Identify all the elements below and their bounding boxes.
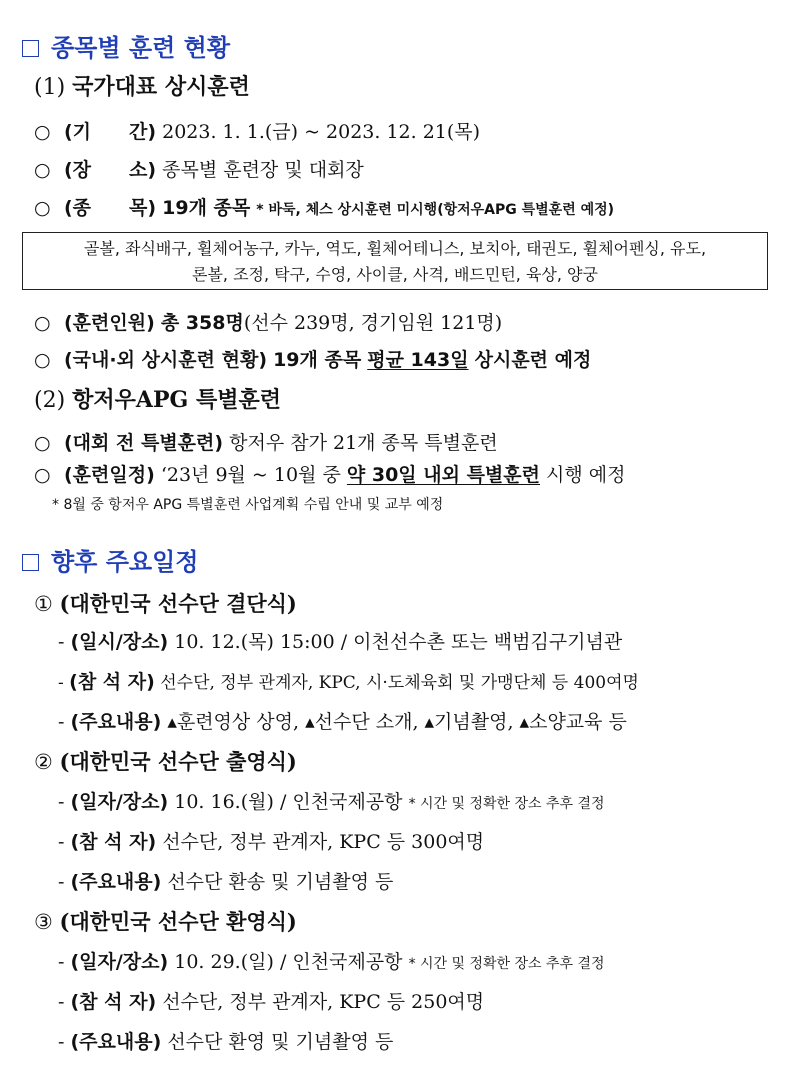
event2-attendees-row: - (참 석 자) 선수단, 정부 관계자, KPC 등 300여명 [58, 831, 485, 853]
status-row [34, 345, 591, 372]
schedule-value: ‘23년 9월 ~ 10월 중 [160, 464, 341, 486]
status-label: (국내·외 상시훈련 현황) [64, 349, 268, 371]
section-heading-schedule [22, 542, 198, 577]
pre-training-label: (대회 전 특별훈련) [64, 432, 224, 454]
circle-bullet-icon: ○ [34, 159, 51, 181]
event1-content-value: ▴훈련영상 상영, ▴선수단 소개, ▴기념촬영, ▴소양교육 등 [167, 711, 627, 733]
events-value: 19개 종목 [162, 197, 251, 219]
event1-attendees-label: (참 석 자) [69, 671, 155, 693]
event-heading-send-off [34, 588, 297, 618]
event3-attendees-value: 선수단, 정부 관계자, KPC 등 250여명 [162, 991, 485, 1013]
circle-bullet-icon: ○ [34, 312, 51, 334]
event2-content-value: 선수단 환송 및 기념촬영 등 [167, 871, 394, 893]
place-value: 종목별 훈련장 및 대회장 [162, 159, 364, 181]
circle-bullet-icon: ○ [34, 121, 51, 143]
events-note: * 바둑, 체스 상시훈련 미시행(항저우APG 특별훈련 예정) [256, 202, 615, 218]
people-row [34, 308, 502, 335]
event-heading-welcome [34, 906, 297, 936]
people-label: (훈련인원) [64, 312, 155, 334]
subsection-number: (1) [34, 75, 66, 100]
pre-training-row [34, 428, 498, 455]
period-value: 2023. 1. 1.(금) ~ 2023. 12. 21(목) [162, 121, 481, 143]
people-value: 총 358명 [160, 312, 244, 334]
place-label: (장 소) [64, 159, 157, 181]
circle-bullet-icon: ○ [34, 197, 51, 219]
event3-content-row: - (주요내용) 선수단 환영 및 기념촬영 등 [58, 1031, 394, 1053]
pre-training-value: 항저우 참가 21개 종목 특별훈련 [229, 432, 498, 454]
status-value: 19개 종목 [273, 349, 362, 371]
status-tail: 상시훈련 예정 [474, 349, 592, 371]
subsection-number: (2) [34, 388, 66, 413]
event-title: (대한민국 선수단 출영식) [59, 749, 297, 774]
circle-bullet-icon: ○ [34, 432, 51, 454]
schedule-tail: 시행 예정 [546, 464, 626, 486]
event-title: (대한민국 선수단 결단식) [59, 591, 297, 616]
period-row [34, 117, 480, 144]
event2-attendees-value: 선수단, 정부 관계자, KPC 등 300여명 [162, 831, 485, 853]
event-number: ① [34, 592, 53, 616]
event3-datetime-label: (일자/장소) [70, 951, 169, 973]
sports-line-1: 골볼, 좌식배구, 휠체어농구, 카누, 역도, 휠체어테니스, 보치아, 태권도, 휠체어펜싱, 유도, [83, 239, 707, 258]
event1-content-label: (주요내용) [70, 711, 162, 733]
schedule-label: (훈련일정) [64, 464, 155, 486]
schedule-highlight: 약 30일 내외 특별훈련 [346, 464, 540, 486]
sports-list-box [22, 232, 768, 290]
event2-content-label: (주요내용) [70, 871, 162, 893]
event3-attendees-row: - (참 석 자) 선수단, 정부 관계자, KPC 등 250여명 [58, 991, 485, 1013]
subsection-title: 국가대표 상시훈련 [72, 74, 250, 100]
section-heading-training [22, 28, 230, 63]
event3-datetime-note: * 시간 및 정확한 장소 추후 결정 [408, 956, 605, 972]
event2-datetime-row: - (일자/장소) 10. 16.(월) / 인천국제공항 * 시간 및 정확한 장소 추후 결정 [58, 791, 605, 813]
event3-datetime-row: - (일자/장소) 10. 29.(일) / 인천국제공항 * 시간 및 정확한 장소 추후 결정 [58, 951, 605, 973]
event3-datetime-value: 10. 29.(일) / 인천국제공항 [174, 951, 403, 973]
subsection-heading-regular [34, 70, 250, 101]
events-label: (종 목) [64, 197, 157, 219]
events-row [34, 193, 614, 220]
section-title: 향후 주요일정 [51, 548, 199, 576]
period-label: (기 간) [64, 121, 157, 143]
event1-datetime-row: - (일시/장소) 10. 12.(목) 15:00 / 이천선수촌 또는 백범김구기념관 [58, 631, 623, 653]
event2-datetime-value: 10. 16.(월) / 인천국제공항 [174, 791, 403, 813]
checkbox-square-icon [22, 554, 39, 571]
place-row [34, 155, 364, 182]
event2-datetime-label: (일자/장소) [70, 791, 169, 813]
subsection-heading-special [34, 383, 281, 414]
event2-attendees-label: (참 석 자) [70, 831, 157, 853]
event3-content-value: 선수단 환영 및 기념촬영 등 [167, 1031, 394, 1053]
circle-bullet-icon: ○ [34, 349, 51, 371]
event-number: ② [34, 750, 53, 774]
event1-datetime-value: 10. 12.(목) 15:00 / 이천선수촌 또는 백범김구기념관 [174, 631, 623, 653]
event2-datetime-note: * 시간 및 정확한 장소 추후 결정 [408, 796, 605, 812]
event1-attendees-value: 선수단, 정부 관계자, KPC, 시·도체육회 및 가맹단체 등 400여명 [160, 673, 639, 693]
sports-line-2: 론볼, 조정, 탁구, 수영, 사이클, 사격, 배드민턴, 육상, 양궁 [192, 265, 598, 284]
section-title: 종목별 훈련 현황 [51, 34, 230, 62]
circle-bullet-icon: ○ [34, 464, 51, 486]
special-training-note: * 8월 중 항저우 APG 특별훈련 사업계획 수립 안내 및 교부 예정 [52, 497, 444, 513]
event3-attendees-label: (참 석 자) [70, 991, 157, 1013]
event3-content-label: (주요내용) [70, 1031, 162, 1053]
checkbox-square-icon [22, 40, 39, 57]
event-number: ③ [34, 910, 53, 934]
schedule-row [34, 460, 626, 487]
subsection-title: 항저우APG 특별훈련 [72, 387, 281, 413]
status-average: 평균 143일 [367, 349, 469, 371]
event-heading-departure [34, 746, 297, 776]
event-title: (대한민국 선수단 환영식) [59, 909, 297, 934]
event1-content-row: - (주요내용) ▴훈련영상 상영, ▴선수단 소개, ▴기념촬영, ▴소양교육 등 [58, 711, 627, 733]
event1-attendees-row: - (참 석 자) 선수단, 정부 관계자, KPC, 시·도체육회 및 가맹단체 등 400여명 [58, 671, 639, 693]
event1-datetime-label: (일시/장소) [70, 631, 169, 653]
event2-content-row: - (주요내용) 선수단 환송 및 기념촬영 등 [58, 871, 394, 893]
people-detail: (선수 239명, 경기임원 121명) [243, 312, 503, 334]
